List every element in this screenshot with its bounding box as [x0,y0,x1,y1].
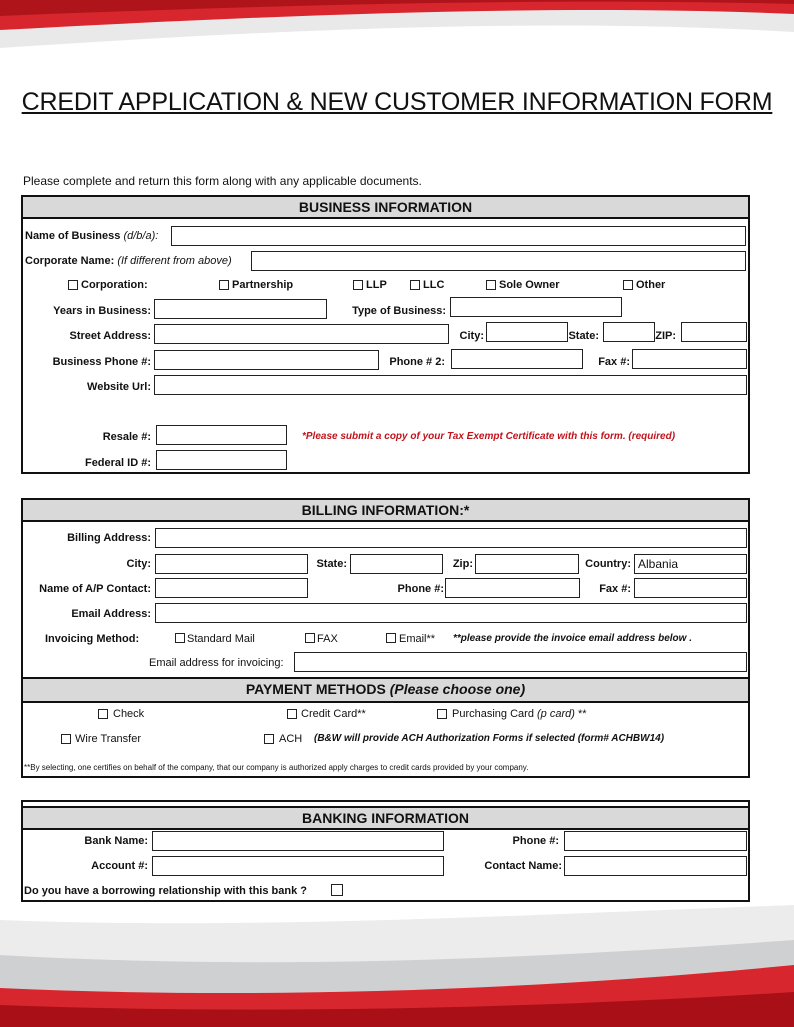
header-swoosh [0,0,794,60]
check-checkbox[interactable] [98,709,108,719]
invoicing-method-label: Invoicing Method: [45,633,140,645]
business-phone-field[interactable] [154,350,379,370]
other-checkbox[interactable] [623,280,633,290]
billing-phone-label: Phone #: [397,583,444,595]
standard-mail-checkbox[interactable] [175,633,185,643]
years-in-business-field[interactable] [154,299,327,319]
banking-header: BANKING INFORMATION [23,806,748,830]
billing-zip-label: Zip: [452,558,473,570]
page-title: CREDIT APPLICATION & NEW CUSTOMER INFORMATION FORM [21,88,773,116]
ach-note: (B&W will provide ACH Authorization Forms if selected (form# ACHBW14) [314,733,665,744]
corporate-name-field[interactable] [251,251,746,271]
zip-label: ZIP: [655,330,676,342]
website-label: Website Url: [87,381,151,393]
zip-field[interactable] [681,322,747,342]
billing-address-label: Billing Address: [67,532,151,544]
standard-mail-label: Standard Mail [187,633,255,645]
billing-phone-field[interactable] [445,578,580,598]
partnership-checkbox[interactable] [219,280,229,290]
bank-phone-label: Phone #: [512,835,559,847]
banking-section [21,800,750,902]
corporation-option-label: Corporation: [81,279,148,291]
business-phone-label: Business Phone #: [52,356,151,368]
fax-field[interactable] [632,349,747,369]
bank-phone-field[interactable] [564,831,747,851]
phone2-label: Phone # 2: [389,356,445,368]
bank-name-field[interactable] [152,831,444,851]
email-address-label: Email Address: [71,608,151,620]
invoice-email-note: **please provide the invoice email address below . [453,633,692,644]
state-field[interactable] [603,322,655,342]
years-in-business-label: Years in Business: [53,305,151,317]
type-of-business-label: Type of Business: [352,305,446,317]
wire-transfer-label: Wire Transfer [75,733,142,745]
payment-header: PAYMENT METHODS (Please choose one) [23,677,748,703]
billing-country-field[interactable]: Albania [634,554,747,574]
account-label: Account #: [91,860,148,872]
check-label: Check [113,708,145,720]
sole-owner-option-label: Sole Owner [499,279,560,291]
city-field[interactable] [486,322,568,342]
fax-label: Fax #: [598,356,630,368]
payment-footnote: **By selecting, one certifies on behalf of the company, that our company is authorized apply charges to credit cards provided by your company. [24,763,529,772]
borrowing-checkbox[interactable] [331,884,343,896]
resale-label: Resale #: [102,431,151,443]
billing-state-field[interactable] [350,554,443,574]
purchasing-card-label: Purchasing Card (p card) ** [452,708,587,720]
credit-card-checkbox[interactable] [287,709,297,719]
purchasing-card-checkbox[interactable] [437,709,447,719]
billing-section [21,498,750,778]
resale-field[interactable] [156,425,287,445]
fax-invoice-checkbox[interactable] [305,633,315,643]
borrowing-label: Do you have a borrowing relationship with this bank ? [24,885,307,897]
street-address-field[interactable] [154,324,449,344]
sole-owner-checkbox[interactable] [486,280,496,290]
email-address-field[interactable] [155,603,747,623]
credit-card-label: Credit Card** [301,708,366,720]
corporate-name-label: Corporate Name: (If different from above) [25,255,232,267]
billing-city-field[interactable] [155,554,308,574]
billing-fax-field[interactable] [634,578,747,598]
footer-swoosh [0,900,794,1027]
llp-option-label: LLP [366,279,387,291]
invoice-email-label: Email address for invoicing: [149,657,284,669]
invoice-email-field[interactable] [294,652,747,672]
business-name-field[interactable] [171,226,746,246]
billing-address-field[interactable] [155,528,747,548]
email-invoice-label: Email** [399,633,436,645]
billing-fax-label: Fax #: [599,583,631,595]
billing-country-label: Country: [585,558,631,570]
state-label: State: [568,330,599,342]
corporation-checkbox[interactable] [68,280,78,290]
account-field[interactable] [152,856,444,876]
billing-city-label: City: [126,558,151,570]
contact-name-label: Contact Name: [484,860,562,872]
ach-checkbox[interactable] [264,734,274,744]
billing-header: BILLING INFORMATION:* [23,500,748,522]
ap-contact-label: Name of A/P Contact: [39,583,151,595]
business-name-label: Name of Business (d/b/a): [25,230,159,242]
billing-zip-field[interactable] [475,554,579,574]
llp-checkbox[interactable] [353,280,363,290]
llc-option-label: LLC [423,279,445,291]
fax-invoice-label: FAX [317,633,338,645]
wire-transfer-checkbox[interactable] [61,734,71,744]
street-address-label: Street Address: [69,330,151,342]
billing-state-label: State: [316,558,347,570]
ap-contact-field[interactable] [155,578,308,598]
bank-name-label: Bank Name: [84,835,148,847]
city-label: City: [459,330,484,342]
business-section [21,195,750,474]
ach-label: ACH [279,733,303,745]
email-invoice-checkbox[interactable] [386,633,396,643]
federal-id-field[interactable] [156,450,287,470]
type-of-business-field[interactable] [450,297,622,317]
intro-text: Please complete and return this form along with any applicable documents. [23,174,422,188]
business-header: BUSINESS INFORMATION [23,197,748,219]
phone2-field[interactable] [451,349,583,369]
llc-checkbox[interactable] [410,280,420,290]
contact-name-field[interactable] [564,856,747,876]
partnership-option-label: Partnership [232,279,294,291]
website-field[interactable] [154,375,747,395]
other-option-label: Other [636,279,666,291]
tax-exempt-note: *Please submit a copy of your Tax Exempt Certificate with this form. (required) [302,431,676,442]
federal-id-label: Federal ID #: [84,457,151,469]
